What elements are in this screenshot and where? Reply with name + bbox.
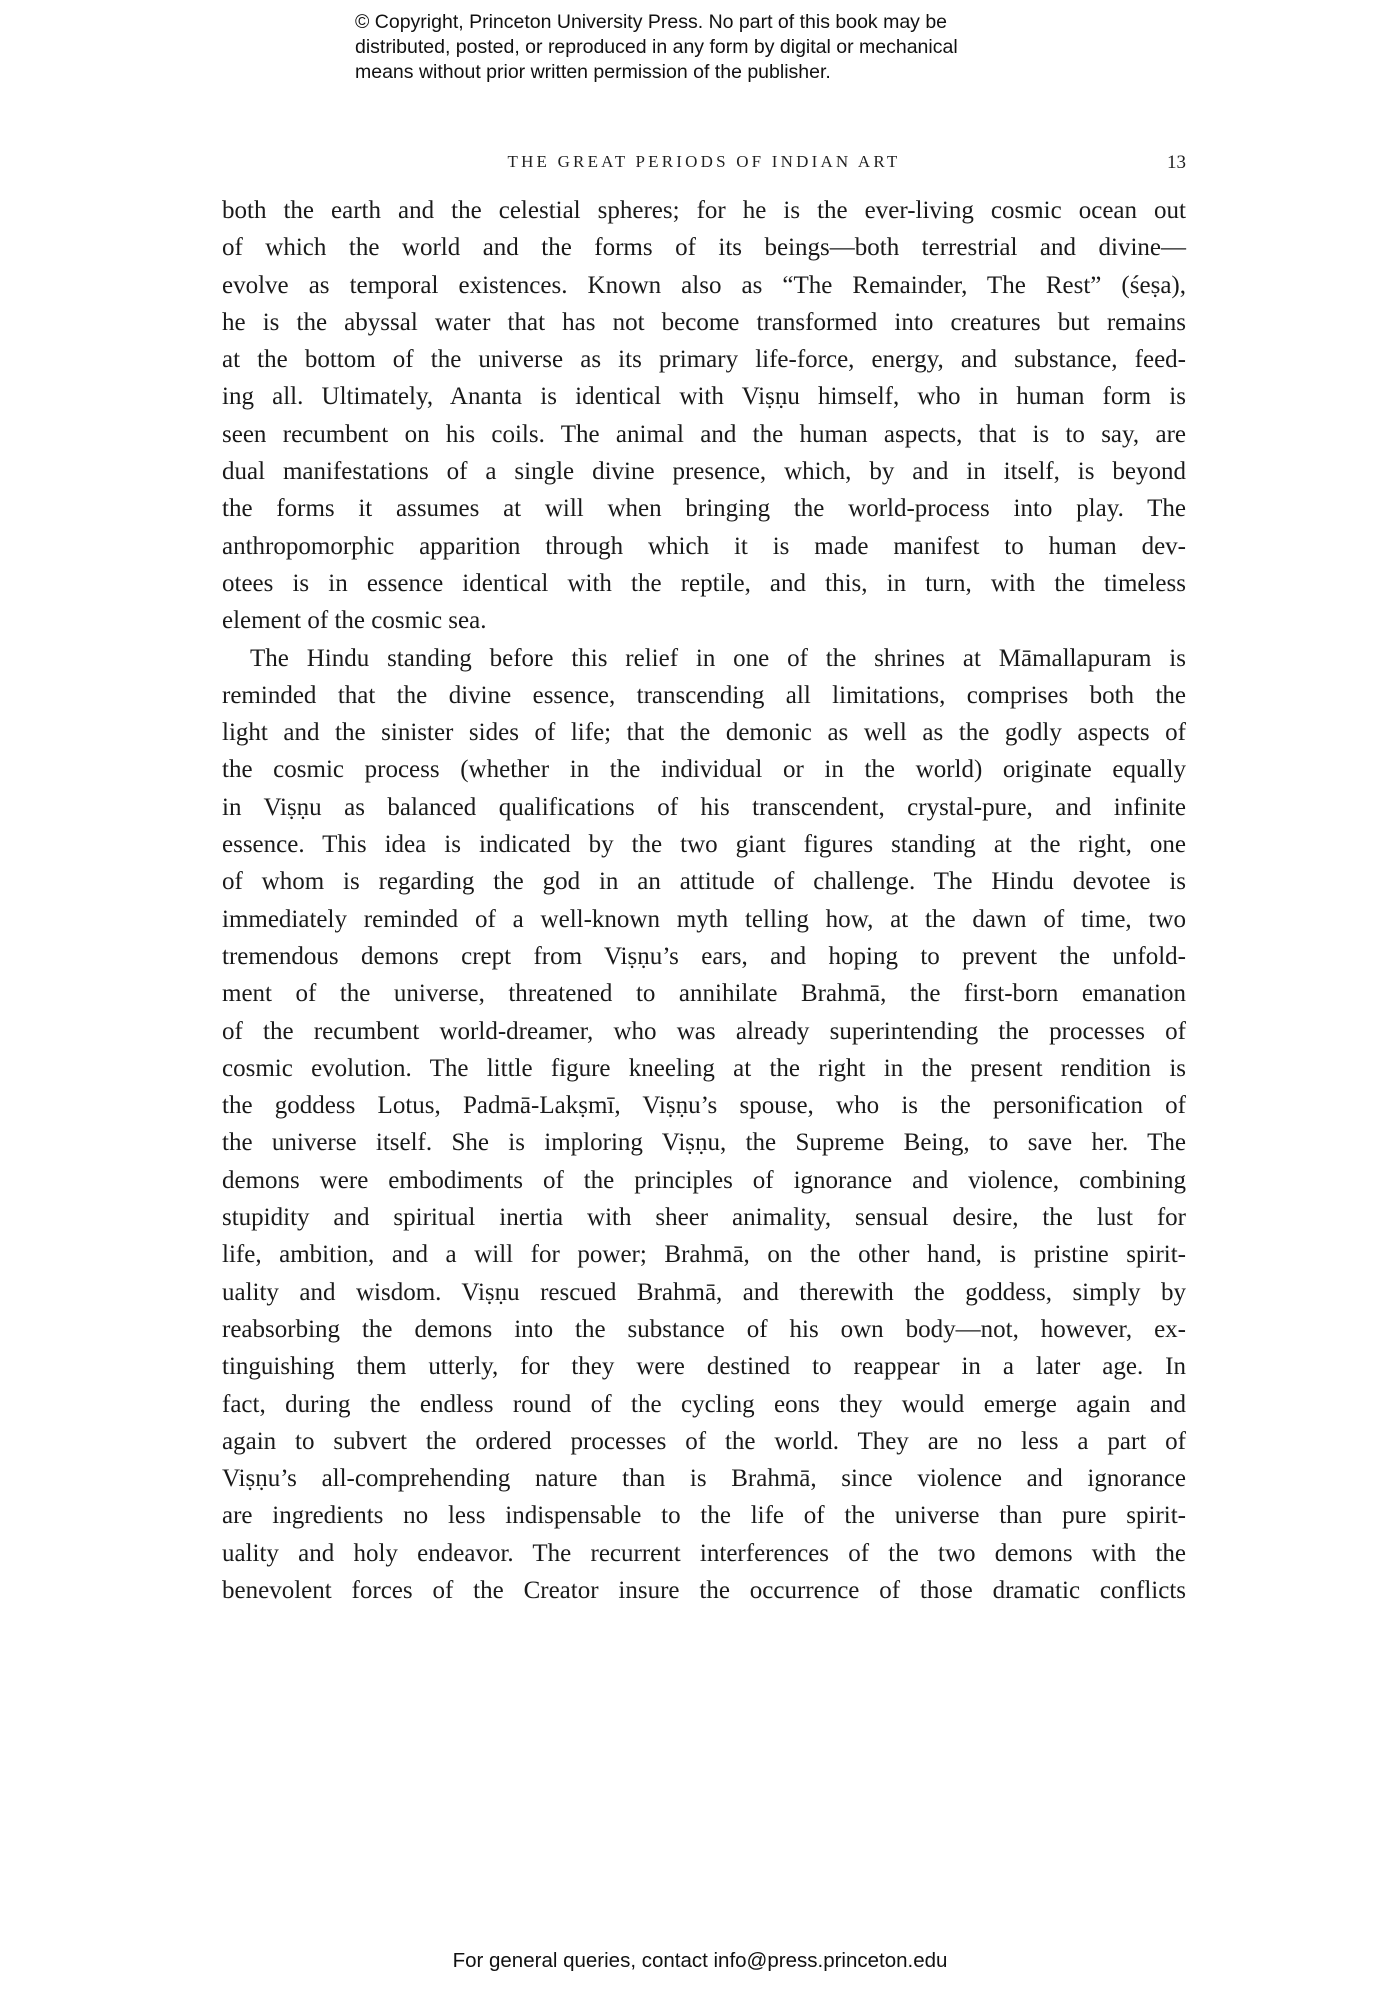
text-line: of which the world and the forms of its beings—both terrestrial and divine— [222, 234, 1186, 262]
text-line: demons were embodiments of the principles of ignorance and violence, combining [222, 1166, 1186, 1194]
text-line: reminded that the divine essence, transcending all limitations, comprises both the [222, 681, 1186, 709]
text-line: the universe itself. She is imploring Viṣṇu, the Supreme Being, to save her. The [222, 1129, 1186, 1157]
text-line: uality and wisdom. Viṣṇu rescued Brahmā, and therewith the goddess, simply by [222, 1278, 1186, 1306]
running-head [222, 150, 1186, 176]
text-line: again to subvert the ordered processes of the world. They are no less a part of [222, 1427, 1186, 1455]
text-line: he is the abyssal water that has not become transformed into creatures but remains [222, 308, 1186, 336]
text-line: Viṣṇu’s all-comprehending nature than is Brahmā, since violence and ignorance [222, 1465, 1186, 1493]
text-line: cosmic evolution. The little figure kneeling at the right in the present rendition is [222, 1054, 1186, 1082]
page-number: 13 [1167, 152, 1186, 173]
body-text [222, 192, 1186, 1609]
text-line: of the recumbent world-dreamer, who was already superintending the processes of [222, 1017, 1186, 1045]
text-line: benevolent forces of the Creator insure the occurrence of those dramatic conflicts [222, 1576, 1186, 1604]
text-line: dual manifestations of a single divine presence, which, by and in itself, is beyond [222, 458, 1186, 486]
text-line: element of the cosmic sea. [222, 607, 487, 635]
text-line: light and the sinister sides of life; that the demonic as well as the godly aspects of [222, 719, 1186, 747]
text-line: life, ambition, and a will for power; Brahmā, on the other hand, is pristine spirit- [222, 1241, 1186, 1269]
text-line: tremendous demons crept from Viṣṇu’s ears, and hoping to prevent the unfold- [222, 942, 1186, 970]
text-line: otees is in essence identical with the reptile, and this, in turn, with the timeless [222, 569, 1186, 597]
text-line: both the earth and the celestial spheres; for he is the ever-living cosmic ocean out [222, 197, 1186, 224]
text-line: seen recumbent on his coils. The animal and the human aspects, that is to say, are [222, 420, 1186, 448]
text-line: fact, during the endless round of the cycling eons they would emerge again and [222, 1390, 1186, 1418]
text-line: uality and holy endeavor. The recurrent interferences of the two demons with the [222, 1539, 1186, 1567]
text-line: of whom is regarding the god in an attitude of challenge. The Hindu devotee is [222, 868, 1186, 896]
copyright-line: means without prior written permission of the publisher. [355, 61, 831, 83]
text-line: stupidity and spiritual inertia with sheer animality, sensual desire, the lust for [222, 1204, 1186, 1232]
paragraph-1 [222, 192, 1186, 640]
text-line: The Hindu standing before this relief in one of the shrines at Māmallapuram is [250, 644, 1186, 672]
text-line: are ingredients no less indispensable to the life of the universe than pure spirit- [222, 1502, 1186, 1530]
text-line: anthropomorphic apparition through which it is made manifest to human dev- [222, 532, 1186, 560]
text-line: evolve as temporal existences. Known also as “The Remainder, The Rest” (śeṣa), [222, 271, 1186, 299]
text-line: tinguishing them utterly, for they were destined to reappear in a later age. In [222, 1353, 1186, 1381]
copyright-line: distributed, posted, or reproduced in any form by digital or mechanical [355, 36, 958, 58]
running-title: THE GREAT PERIODS OF INDIAN ART [507, 152, 901, 171]
text-line: the cosmic process (whether in the individual or in the world) originate equally [222, 756, 1186, 784]
text-line: the goddess Lotus, Padmā-Lakṣmī, Viṣṇu’s spouse, who is the personification of [222, 1092, 1186, 1120]
text-line: at the bottom of the universe as its primary life-force, energy, and substance, feed- [222, 346, 1186, 374]
copyright-line: © Copyright, Princeton University Press. No part of this book may be [355, 11, 948, 33]
text-line: immediately reminded of a well-known myth telling how, at the dawn of time, two [222, 905, 1186, 933]
text-line: the forms it assumes at will when bringing the world-process into play. The [222, 495, 1186, 523]
text-line: in Viṣṇu as balanced qualifications of his transcendent, crystal-pure, and infinite [222, 793, 1186, 821]
text-line: essence. This idea is indicated by the two giant figures standing at the right, one [222, 831, 1186, 859]
text-line: ment of the universe, threatened to annihilate Brahmā, the first-born emanation [222, 980, 1186, 1008]
footer-contact: For general queries, contact info@press.princeton.edu [452, 1949, 948, 1972]
text-line: reabsorbing the demons into the substance of his own body—not, however, ex- [222, 1315, 1186, 1343]
paragraph-2 [222, 640, 1186, 1610]
copyright-notice [355, 10, 1075, 85]
text-line: ing all. Ultimately, Ananta is identical with Viṣṇu himself, who in human form is [222, 383, 1186, 411]
